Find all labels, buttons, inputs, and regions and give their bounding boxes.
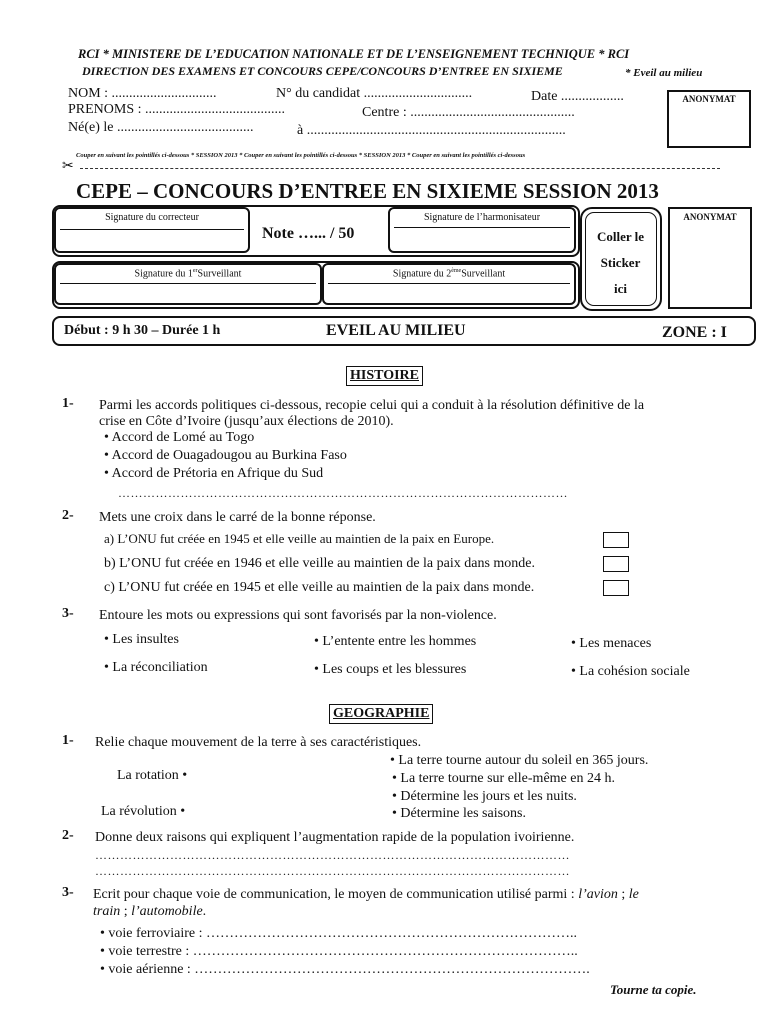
geo-q3-num: 3- [62,885,74,900]
field-centre: Centre : ............................................... [362,105,575,120]
surveillant2-box [322,263,576,305]
geo-q2-answer-line-2[interactable]: …………………………………………………………………………………………………… [95,864,570,878]
geo-q2-answer-line-1[interactable]: …………………………………………………………………………………………………… [95,848,570,862]
field-prenoms: PRENOMS : ........................................ [68,102,286,117]
header-subject: * Eveil au milieu [625,67,703,79]
geo-q3-way-2[interactable]: • voie terrestre : ……………………………………………………………………….. [100,944,578,959]
histoire-q2-option-b: b) L’ONU fut créée en 1946 et elle veille au maintien de la paix dans monde. [104,556,535,571]
geo-q1-left-1[interactable]: La rotation • [117,768,188,783]
harmonisateur-line [394,227,570,228]
geo-q1-num: 1- [62,733,74,748]
histoire-q2-option-c: c) L’ONU fut créée en 1945 et elle veille au maintien de la paix dans monde. [104,580,535,595]
harmonisateur-box [388,207,576,253]
histoire-q1-answer-line[interactable]: ……………………………………………………………………………………………… [118,486,568,500]
correcteur-label: Signature du correcteur [105,212,199,223]
sticker-text-3: ici [614,281,627,296]
geo-q3-text-1: Ecrit pour chaque voie de communication, le moyen de communication utilisé parmi : l’avion ; le [93,887,639,902]
correcteur-line [60,229,244,230]
geo-q1-right-3[interactable]: • Détermine les jours et les nuits. [392,789,577,804]
sticker-text-2: Sticker [600,255,641,270]
histoire-q3-item-2[interactable]: • L’entente entre les hommes [314,634,477,649]
exam-title: CEPE – CONCOURS D’ENTREE EN SIXIEME SESSION 2013 [76,179,659,203]
sticker-text-1: Coller le [596,229,645,244]
header-direction: DIRECTION DES EXAMENS ET CONCOURS CEPE/CONCOURS D’ENTREE EN SIXIEME [82,64,563,78]
anonymat-box-top [667,90,751,148]
surveillant1-label: Signature du 1erSurveillant [134,268,242,280]
geo-q1-right-1[interactable]: • La terre tourne autour du soleil en 365 jours. [390,753,649,768]
surveillant2-line [328,283,570,284]
histoire-q3-item-4[interactable]: • La réconciliation [104,660,208,675]
histoire-q1-option-3: • Accord de Prétoria en Afrique du Sud [104,466,324,481]
geo-q2-text: Donne deux raisons qui expliquent l’augmentation rapide de la population ivoirienne. [95,830,575,845]
scissors-icon: ✂ [62,159,74,174]
field-date: Date .................. [531,89,624,104]
histoire-q3-item-5[interactable]: • Les coups et les blessures [314,662,467,677]
histoire-q1-option-2: • Accord de Ouagadougou au Burkina Faso [104,448,347,463]
anonymat-box-bottom [668,207,752,309]
histoire-q2-num: 2- [62,508,74,523]
histoire-q1-option-1: • Accord de Lomé au Togo [104,430,255,445]
harmonisateur-label: Signature de l’harmonisateur [423,212,541,223]
histoire-q3-num: 3- [62,606,74,621]
geo-q2-num: 2- [62,828,74,843]
field-nom: NOM : .............................. [68,86,217,101]
correcteur-box [54,207,250,253]
sticker-box [580,207,662,311]
histoire-q3-text: Entoure les mots ou expressions qui sont favorisés par la non-violence. [99,608,497,623]
histoire-q2-checkbox-a[interactable] [603,532,629,548]
note-label: Note …... / 50 [262,225,355,242]
geo-q1-right-4[interactable]: • Détermine les saisons. [392,806,526,821]
geo-q1-right-2[interactable]: • La terre tourne sur elle-même en 24 h. [392,771,615,786]
anonymat-label-top: ANONYMAT [682,94,736,104]
anonymat-label-bottom: ANONYMAT [683,212,737,222]
histoire-q2-checkbox-c[interactable] [603,580,629,596]
histoire-q1-num: 1- [62,396,74,411]
histoire-q3-item-3[interactable]: • Les menaces [571,636,652,651]
field-ne-le: Né(e) le ....................................... [68,120,254,135]
histoire-q2-checkbox-b[interactable] [603,556,629,572]
histoire-q3-item-6[interactable]: • La cohésion sociale [571,664,690,679]
field-lieu: à .......................................................................... [297,123,566,138]
field-numero-candidat: N° du candidat ............................... [276,86,473,101]
section-histoire: HISTOIRE [346,366,423,386]
surveillant1-box [54,263,322,305]
geo-q3-way-3[interactable]: • voie aérienne : …………………………………………………………………………. [100,962,590,977]
geo-q1-left-2[interactable]: La révolution • [101,804,186,819]
geo-q1-text: Relie chaque mouvement de la terre à ses caractéristiques. [95,735,422,750]
cut-dashed-line [80,168,720,169]
histoire-q1-text-2: crise en Côte d’Ivoire (jusqu’aux élections de 2010). [99,414,394,429]
section-geographie: GEOGRAPHIE [329,704,433,724]
exam-start-duration: Début : 9 h 30 – Durée 1 h [64,323,221,338]
cut-instructions: Couper en suivant les pointillés ci-dessous * SESSION 2013 * Couper en suivant les pointillés ci-dessous * SESSION 2013 * Couper en suivant les pointillés ci-dessous [76,152,526,159]
histoire-q3-item-1[interactable]: • Les insultes [104,632,179,647]
histoire-q2-text: Mets une croix dans le carré de la bonne réponse. [99,510,376,525]
exam-subject: EVEIL AU MILIEU [326,322,466,339]
surveillant1-line [60,283,316,284]
histoire-q2-option-a: a) L’ONU fut créée en 1945 et elle veille au maintien de la paix en Europe. [104,531,495,546]
footer-turn-page: Tourne ta copie. [610,982,697,997]
geo-q3-text-2: train ; l’automobile. [93,904,207,919]
exam-zone: ZONE : I [662,324,727,341]
header-ministry: RCI * MINISTERE DE L’EDUCATION NATIONALE ET DE L’ENSEIGNEMENT TECHNIQUE * RCI [78,47,630,61]
histoire-q1-text-1: Parmi les accords politiques ci-dessous, recopie celui qui a conduit à la résolution définitive de la [99,398,645,413]
surveillant2-label: Signature du 2èmeSurveillant [392,268,506,280]
geo-q3-way-1[interactable]: • voie ferroviaire : …………………………………………………………………….. [100,926,577,941]
